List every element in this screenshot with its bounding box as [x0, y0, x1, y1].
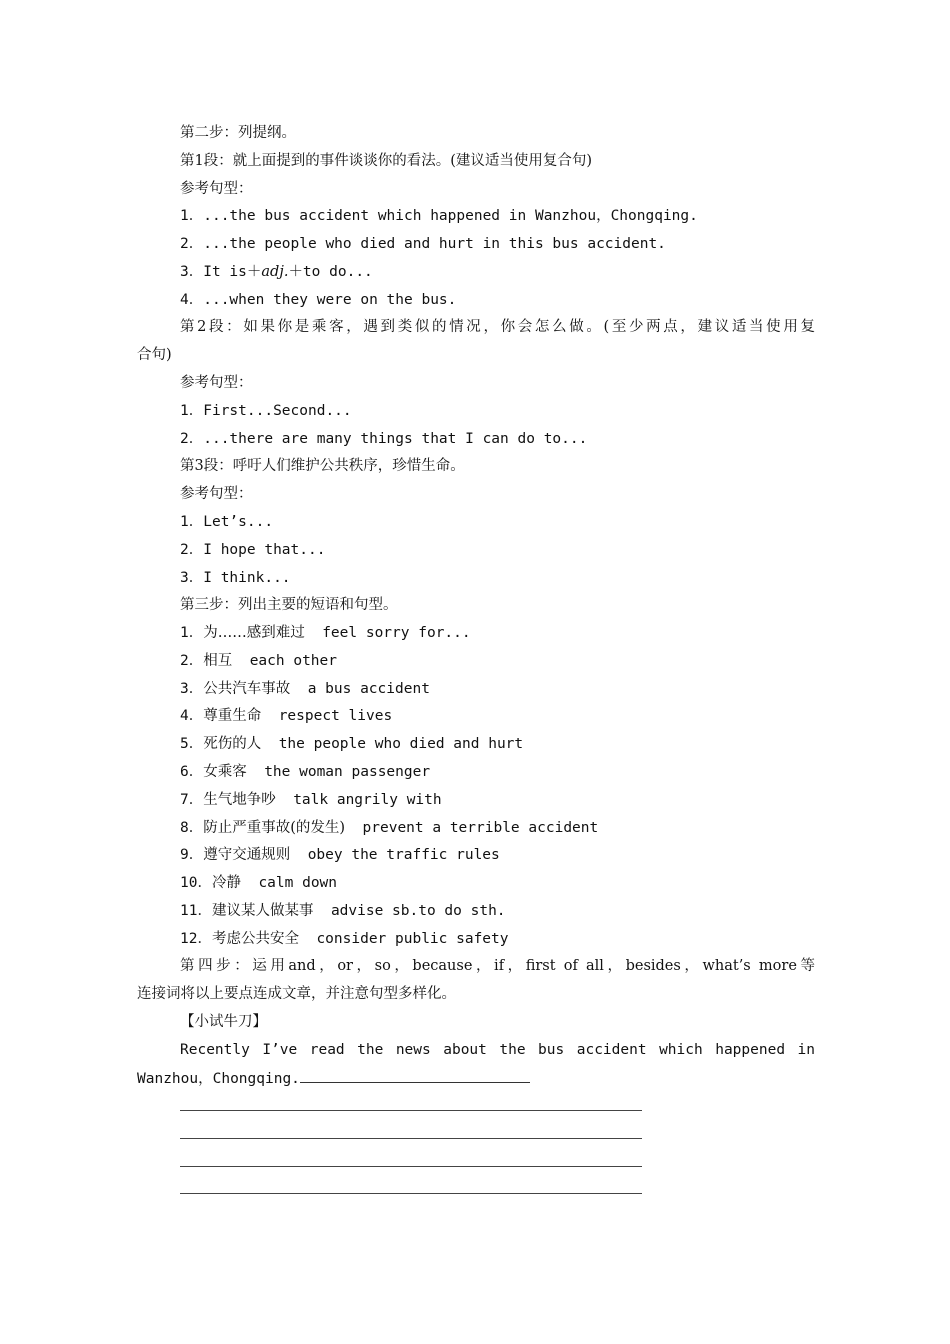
phrase-en: a bus accident — [307, 681, 430, 697]
phrase-cn: 考虑公共安全 — [211, 931, 299, 947]
phrase-cn: 生气地争吵 — [203, 792, 276, 808]
para1-item-3-italic: adj. — [261, 264, 289, 280]
para3-ref-label: 参考句型： — [180, 486, 253, 502]
phrase-num: 4． — [180, 708, 204, 724]
phrase-cn: 建议某人做某事 — [211, 903, 314, 919]
phrase-item — [180, 873, 337, 893]
phrase-en: the woman passenger — [264, 764, 431, 780]
phrase-item — [180, 679, 430, 699]
para1-item-3-tail: ＋to do... — [288, 264, 373, 280]
para2-ref-label: 参考句型： — [180, 375, 253, 391]
para3-item-2: 2．I hope that... — [180, 542, 326, 558]
phrase-num: 11． — [180, 903, 212, 919]
phrase-item — [180, 651, 337, 671]
phrase-cn: 公共汽车事故 — [203, 681, 291, 697]
phrase-num: 8． — [180, 820, 204, 836]
para1-item-3-head: 3．It is＋ — [180, 264, 262, 280]
phrase-num: 12． — [180, 931, 212, 947]
para2-title-line2: 合句) — [137, 347, 172, 363]
answer-line[interactable] — [180, 1166, 642, 1167]
phrase-item — [180, 929, 509, 949]
phrase-num: 3． — [180, 681, 204, 697]
answer-line[interactable] — [180, 1138, 642, 1139]
phrase-cn: 冷静 — [211, 875, 241, 891]
phrase-item — [180, 623, 471, 643]
phrase-num: 5． — [180, 736, 204, 752]
phrase-en: consider public safety — [316, 931, 509, 947]
step3-heading: 第三步：列出主要的短语和句型。 — [180, 597, 398, 613]
phrase-num: 1． — [180, 625, 204, 641]
phrase-cn: 防止严重事故(的发生) — [203, 820, 346, 836]
para1-item-3 — [180, 262, 373, 282]
phrase-cn: 女乘客 — [203, 764, 247, 780]
phrase-num: 7． — [180, 792, 204, 808]
para3-item-3: 3．I think... — [180, 570, 291, 586]
phrase-cn: 相互 — [203, 653, 233, 669]
phrase-item — [180, 706, 392, 726]
para1-ref-label: 参考句型： — [180, 181, 253, 197]
phrase-cn: 遵守交通规则 — [203, 847, 291, 863]
phrase-en: feel sorry for... — [322, 625, 471, 641]
phrase-en: calm down — [258, 875, 338, 891]
para1-item-2: 2．...the people who died and hurt in this bus accident. — [180, 236, 666, 252]
phrase-cn: 尊重生命 — [203, 708, 262, 724]
phrase-num: 10． — [180, 875, 212, 891]
phrase-item — [180, 734, 523, 754]
para2-item-1: 1．First...Second... — [180, 403, 352, 419]
phrase-en: respect lives — [278, 708, 393, 724]
phrase-item — [180, 845, 500, 865]
step4-line2: 连接词将以上要点连成文章，并注意句型多样化。 — [137, 986, 456, 1002]
phrase-item — [180, 901, 506, 921]
phrase-item — [180, 790, 442, 810]
para2-item-2: 2．...there are many things that I can do to... — [180, 431, 588, 447]
phrase-num: 9． — [180, 847, 204, 863]
phrase-cn: 为……感到难过 — [203, 625, 305, 641]
phrase-cn: 死伤的人 — [203, 736, 262, 752]
para1-title: 第1段：就上面提到的事件谈谈你的看法。(建议适当使用复合句) — [180, 153, 593, 169]
step2-heading: 第二步：列提纲。 — [180, 125, 296, 141]
phrase-item — [180, 818, 598, 838]
phrase-num: 2． — [180, 653, 204, 669]
phrase-en: the people who died and hurt — [278, 736, 524, 752]
phrase-en: obey the traffic rules — [307, 847, 500, 863]
phrase-num: 6． — [180, 764, 204, 780]
answer-blank[interactable] — [300, 1068, 530, 1083]
phrase-en: advise sb.to do sth. — [330, 903, 506, 919]
para1-item-1: 1．...the bus accident which happened in Wanzhou，Chongqing. — [180, 208, 698, 224]
practice-line2-text: Wanzhou，Chongqing. — [137, 1071, 300, 1087]
para3-title: 第3段：呼吁人们维护公共秩序，珍惜生命。 — [180, 458, 465, 474]
answer-line[interactable] — [180, 1193, 642, 1194]
step4-line1: 第四步：运用and，or，so，because，if，first of all，besides，what’s more等 — [180, 958, 815, 974]
para2-title-line1: 第2段：如果你是乘客，遇到类似的情况，你会怎么做。(至少两点，建议适当使用复 — [180, 319, 815, 335]
phrase-en: prevent a terrible accident — [362, 820, 599, 836]
phrase-item — [180, 762, 430, 782]
practice-heading: 【小试牛刀】 — [180, 1014, 267, 1030]
para1-item-4: 4．...when they were on the bus. — [180, 292, 457, 308]
practice-line2 — [137, 1068, 530, 1089]
practice-line1: Recently I’ve read the news about the bus accident which happened in — [180, 1042, 815, 1058]
phrase-en: talk angrily with — [293, 792, 442, 808]
answer-line[interactable] — [180, 1110, 642, 1111]
para3-item-1: 1．Let’s... — [180, 514, 274, 530]
phrase-en: each other — [249, 653, 338, 669]
